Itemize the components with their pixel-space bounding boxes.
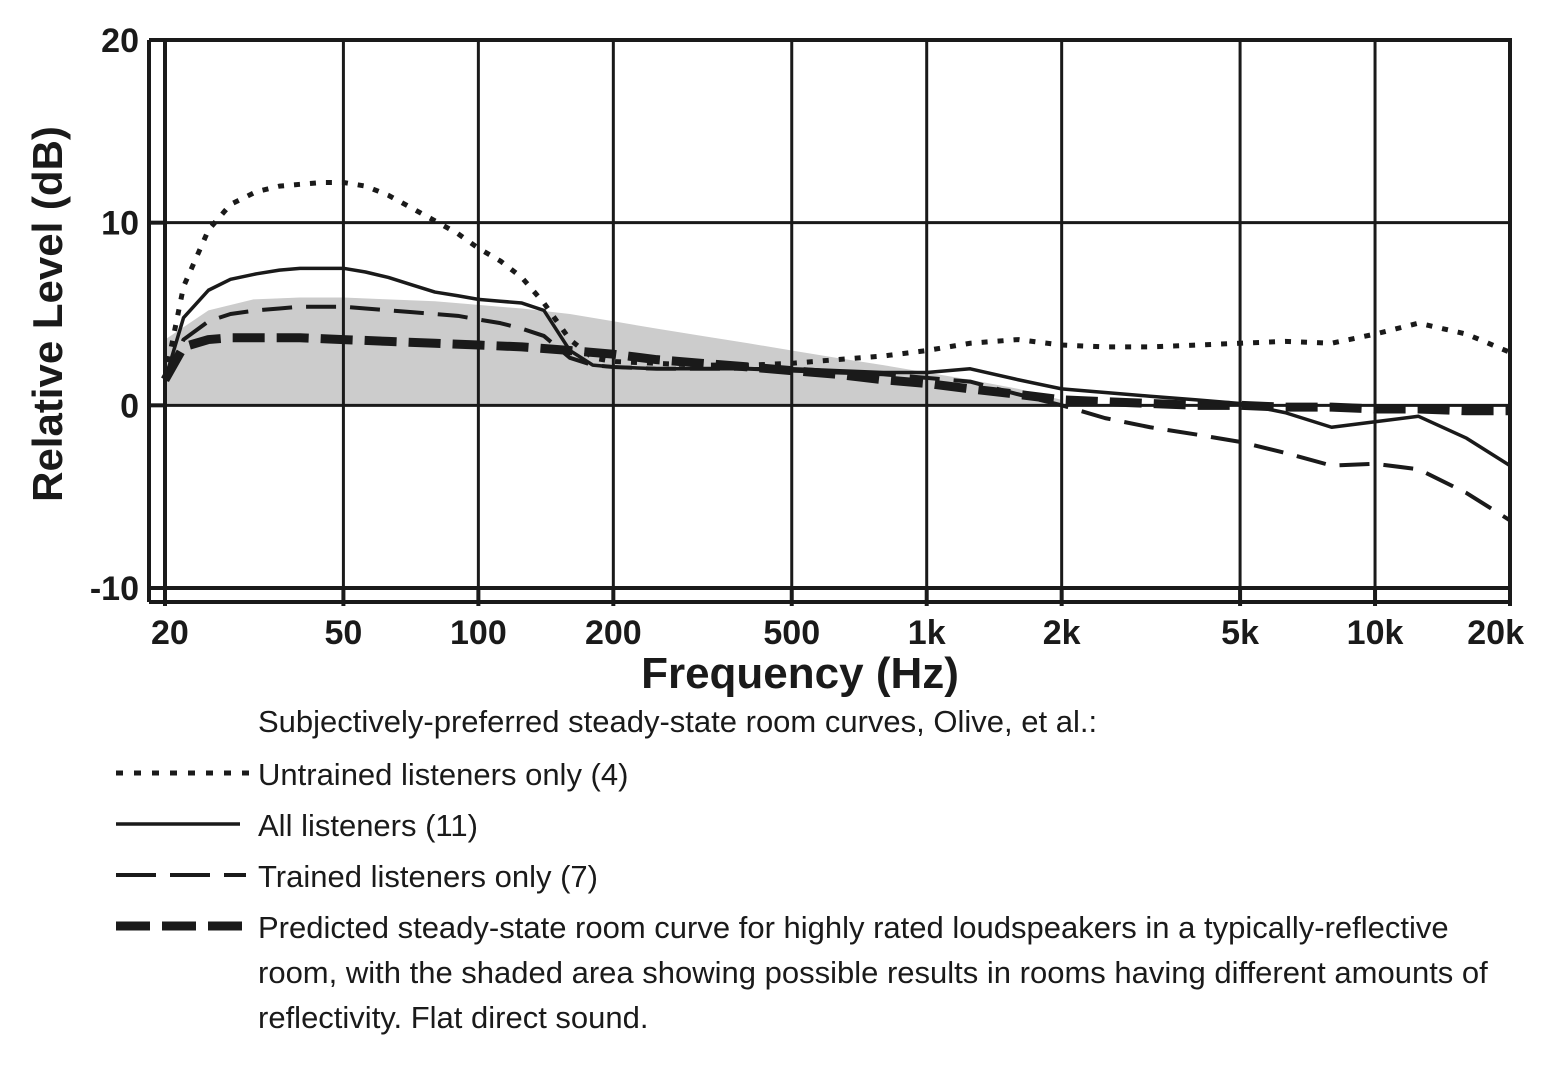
svg-text:-10: -10 [89,570,139,608]
legend-title: Subjectively-preferred steady-state room curves, Olive, et al.: [258,704,1098,739]
svg-text:10k: 10k [1346,614,1404,652]
legend-label-trained: Trained listeners only (7) [258,858,598,894]
svg-text:20: 20 [151,614,189,652]
svg-text:10: 10 [101,204,139,243]
legend-item-trained [110,855,1530,900]
legend-item-all [110,804,1530,849]
svg-text:20k: 20k [1467,614,1524,652]
svg-text:500: 500 [763,614,821,652]
x-axis-ticks [149,588,1524,652]
legend-key-solid-icon [110,804,258,844]
svg-text:1k: 1k [907,614,946,652]
x-axis-title: Frequency (Hz) [641,649,959,698]
legend-item-untrained [110,753,1530,798]
legend-key-dotted-icon [110,753,258,793]
chart-legend [110,700,1530,1047]
svg-text:20: 20 [101,22,139,60]
svg-text:200: 200 [584,614,642,652]
y-axis-ticks [90,22,165,608]
legend-label-predicted: Predicted steady-state room curve for highly rated loudspeakers in a typically-reflective room, with the shaded area showing possible results in rooms having different amounts of reflectivity. Flat direct sound. [258,909,1488,1035]
svg-text:0: 0 [120,387,139,426]
y-axis-title: Relative Level (dB) [24,126,71,502]
legend-key-dashed-icon [110,855,258,895]
svg-text:50: 50 [324,614,363,652]
svg-text:5k: 5k [1221,614,1259,652]
legend-key-heavy-dashed-icon [110,906,258,946]
legend-item-predicted [110,906,1530,1041]
legend-label-all: All listeners (11) [258,807,478,843]
svg-text:2k: 2k [1042,614,1081,652]
svg-text:100: 100 [450,614,507,652]
legend-label-untrained: Untrained listeners only (4) [258,756,629,792]
